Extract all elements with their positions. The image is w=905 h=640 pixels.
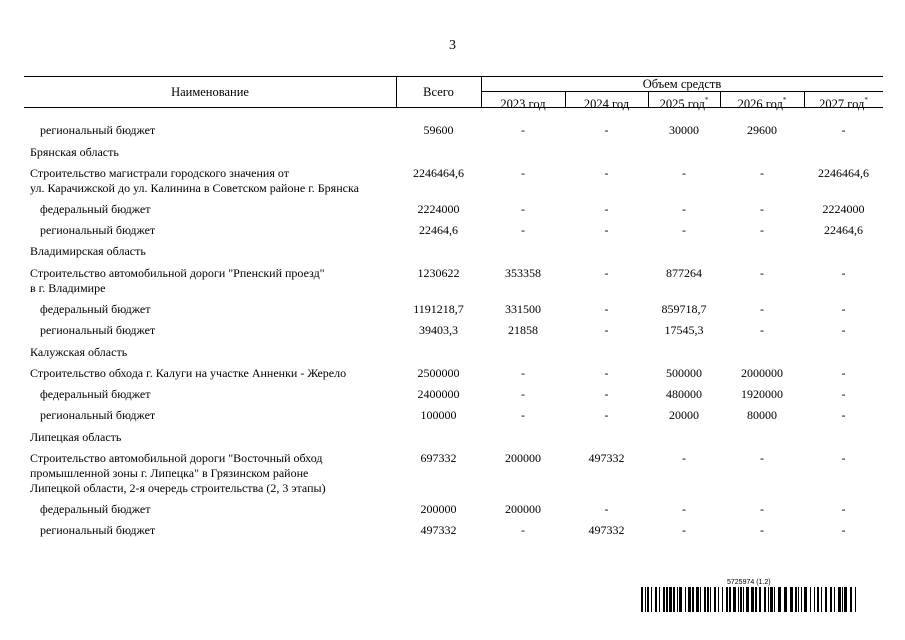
year-2025-cell: 17545,3	[664, 323, 704, 337]
year-2027-cell: 22464,6	[824, 223, 863, 237]
total-cell: 2400000	[417, 387, 460, 401]
year-2026-cell: -	[760, 523, 764, 537]
year-2026-cell: -	[760, 266, 764, 280]
year-2027-cell: -	[841, 123, 846, 137]
year-2025-cell: -	[682, 223, 686, 237]
region-name: Калужская область	[30, 345, 128, 359]
year-2024-cell: -	[604, 166, 609, 180]
header-total: Всего	[423, 85, 454, 99]
year-2023-cell: 200000	[505, 451, 541, 465]
year-2023-cell: -	[521, 366, 525, 380]
year-2024-cell: -	[604, 387, 609, 401]
year-2027-cell: -	[841, 266, 846, 280]
year-2026-cell: -	[760, 302, 764, 316]
year-2025-cell: -	[682, 166, 686, 180]
year-2023-cell: -	[521, 408, 525, 422]
year-2023-cell: -	[521, 387, 525, 401]
total-cell: 59600	[423, 123, 454, 137]
year-2023-cell: -	[521, 223, 525, 237]
header-mid-rule	[481, 91, 883, 92]
total-cell: 1191218,7	[413, 302, 464, 316]
total-cell: 100000	[420, 408, 457, 422]
year-2025-cell: 480000	[666, 387, 702, 401]
year-2027-cell: -	[841, 408, 846, 422]
page-number: 3	[449, 38, 456, 53]
total-cell: 1230622	[417, 266, 460, 280]
year-2024-cell: -	[604, 266, 609, 280]
year-2025-cell: -	[682, 451, 686, 465]
header-year-2026: 2026 год*	[737, 96, 787, 111]
year-2026-cell: 2000000	[741, 366, 783, 380]
year-2026-cell: 80000	[747, 408, 777, 422]
year-2025-cell: 877264	[666, 266, 702, 280]
year-2026-cell: -	[760, 323, 764, 337]
total-cell: 2246464,6	[413, 166, 464, 180]
year-2024-cell: -	[604, 202, 609, 216]
year-2024-cell: -	[604, 302, 609, 316]
year-2024-cell: 497332	[588, 523, 625, 537]
header-year-2025: 2025 год*	[659, 96, 709, 111]
year-2025-cell: 20000	[669, 408, 699, 422]
year-2023-cell: 353358	[505, 266, 541, 280]
year-2026-cell: -	[760, 166, 764, 180]
row-name: региональный бюджет	[40, 408, 156, 422]
total-cell: 22464,6	[419, 223, 458, 237]
row-name: региональный бюджет	[40, 223, 156, 237]
row-name: федеральный бюджет	[40, 302, 151, 316]
year-2023-cell: 331500	[505, 302, 541, 316]
row-name: региональный бюджет	[40, 523, 156, 537]
header-funds: Объем средств	[642, 77, 722, 91]
year-2024-cell: -	[604, 502, 609, 516]
year-2024-cell: 497332	[588, 451, 625, 465]
year-2026-cell: -	[760, 223, 764, 237]
year-2024-cell: -	[604, 408, 609, 422]
header-year-2023: 2023 год	[500, 97, 546, 111]
year-2023-cell: -	[521, 166, 525, 180]
barcode-image	[641, 587, 860, 612]
year-2025-cell: 859718,7	[661, 302, 707, 316]
year-2026-cell: 1920000	[741, 387, 783, 401]
row-name: федеральный бюджет	[40, 202, 151, 216]
total-cell: 200000	[420, 502, 457, 516]
year-2027-cell: -	[841, 451, 846, 465]
year-2027-cell: -	[841, 387, 846, 401]
year-2027-cell: 2224000	[822, 202, 865, 216]
total-cell: 39403,3	[419, 323, 458, 337]
year-2023-cell: 200000	[505, 502, 541, 516]
year-2027-cell: -	[841, 302, 846, 316]
year-2023-cell: 21858	[508, 323, 538, 337]
year-2025-cell: -	[682, 202, 686, 216]
year-2025-cell: -	[682, 502, 686, 516]
header-name: Наименование	[171, 85, 249, 99]
year-2024-cell: -	[604, 223, 609, 237]
year-2026-cell: -	[760, 202, 764, 216]
year-2023-cell: -	[521, 523, 525, 537]
row-name: федеральный бюджет	[40, 387, 151, 401]
header-year-2024: 2024 год	[583, 97, 630, 111]
row-name: Строительство магистрали городского значения от ул. Карачижской до ул. Калинина в Советском районе г. Брянска	[30, 166, 359, 195]
row-name: Строительство автомобильной дороги "Рпенский проезд" в г. Владимире	[30, 266, 325, 295]
year-2027-cell: -	[841, 523, 846, 537]
year-2024-cell: -	[604, 323, 609, 337]
row-name: Строительство обхода г. Калуги на участке Анненки - Жерело	[30, 366, 347, 380]
year-2027-cell: -	[841, 323, 846, 337]
year-2027-cell: -	[841, 366, 846, 380]
year-2024-cell: -	[604, 123, 609, 137]
year-2025-cell: 500000	[666, 366, 702, 380]
row-name: Строительство автомобильной дороги "Восточный обход промышленной зоны г. Липецка" в Грязинском районе Липецкой области, 2-я очередь строительства (2, 3 этапы)	[30, 451, 326, 495]
year-2024-cell: -	[604, 366, 609, 380]
total-cell: 697332	[420, 451, 457, 465]
total-cell: 497332	[420, 523, 457, 537]
year-2027-cell: 2246464,6	[818, 166, 869, 180]
year-2023-cell: -	[521, 202, 525, 216]
region-name: Владимирская область	[30, 244, 146, 258]
region-name: Липецкая область	[30, 430, 122, 444]
year-2025-cell: 30000	[669, 123, 699, 137]
barcode-label: 5725974 (1.2)	[727, 579, 771, 586]
total-cell: 2224000	[417, 202, 460, 216]
year-2026-cell: -	[760, 451, 764, 465]
year-2023-cell: -	[521, 123, 525, 137]
row-name: региональный бюджет	[40, 123, 156, 137]
total-cell: 2500000	[417, 366, 460, 380]
year-2026-cell: 29600	[747, 123, 777, 137]
row-name: федеральный бюджет	[40, 502, 151, 516]
row-name: региональный бюджет	[40, 323, 156, 337]
year-2026-cell: -	[760, 502, 764, 516]
year-2025-cell: -	[682, 523, 686, 537]
year-2027-cell: -	[841, 502, 846, 516]
region-name: Брянская область	[30, 145, 119, 159]
header-year-2027: 2027 год*	[819, 96, 868, 111]
